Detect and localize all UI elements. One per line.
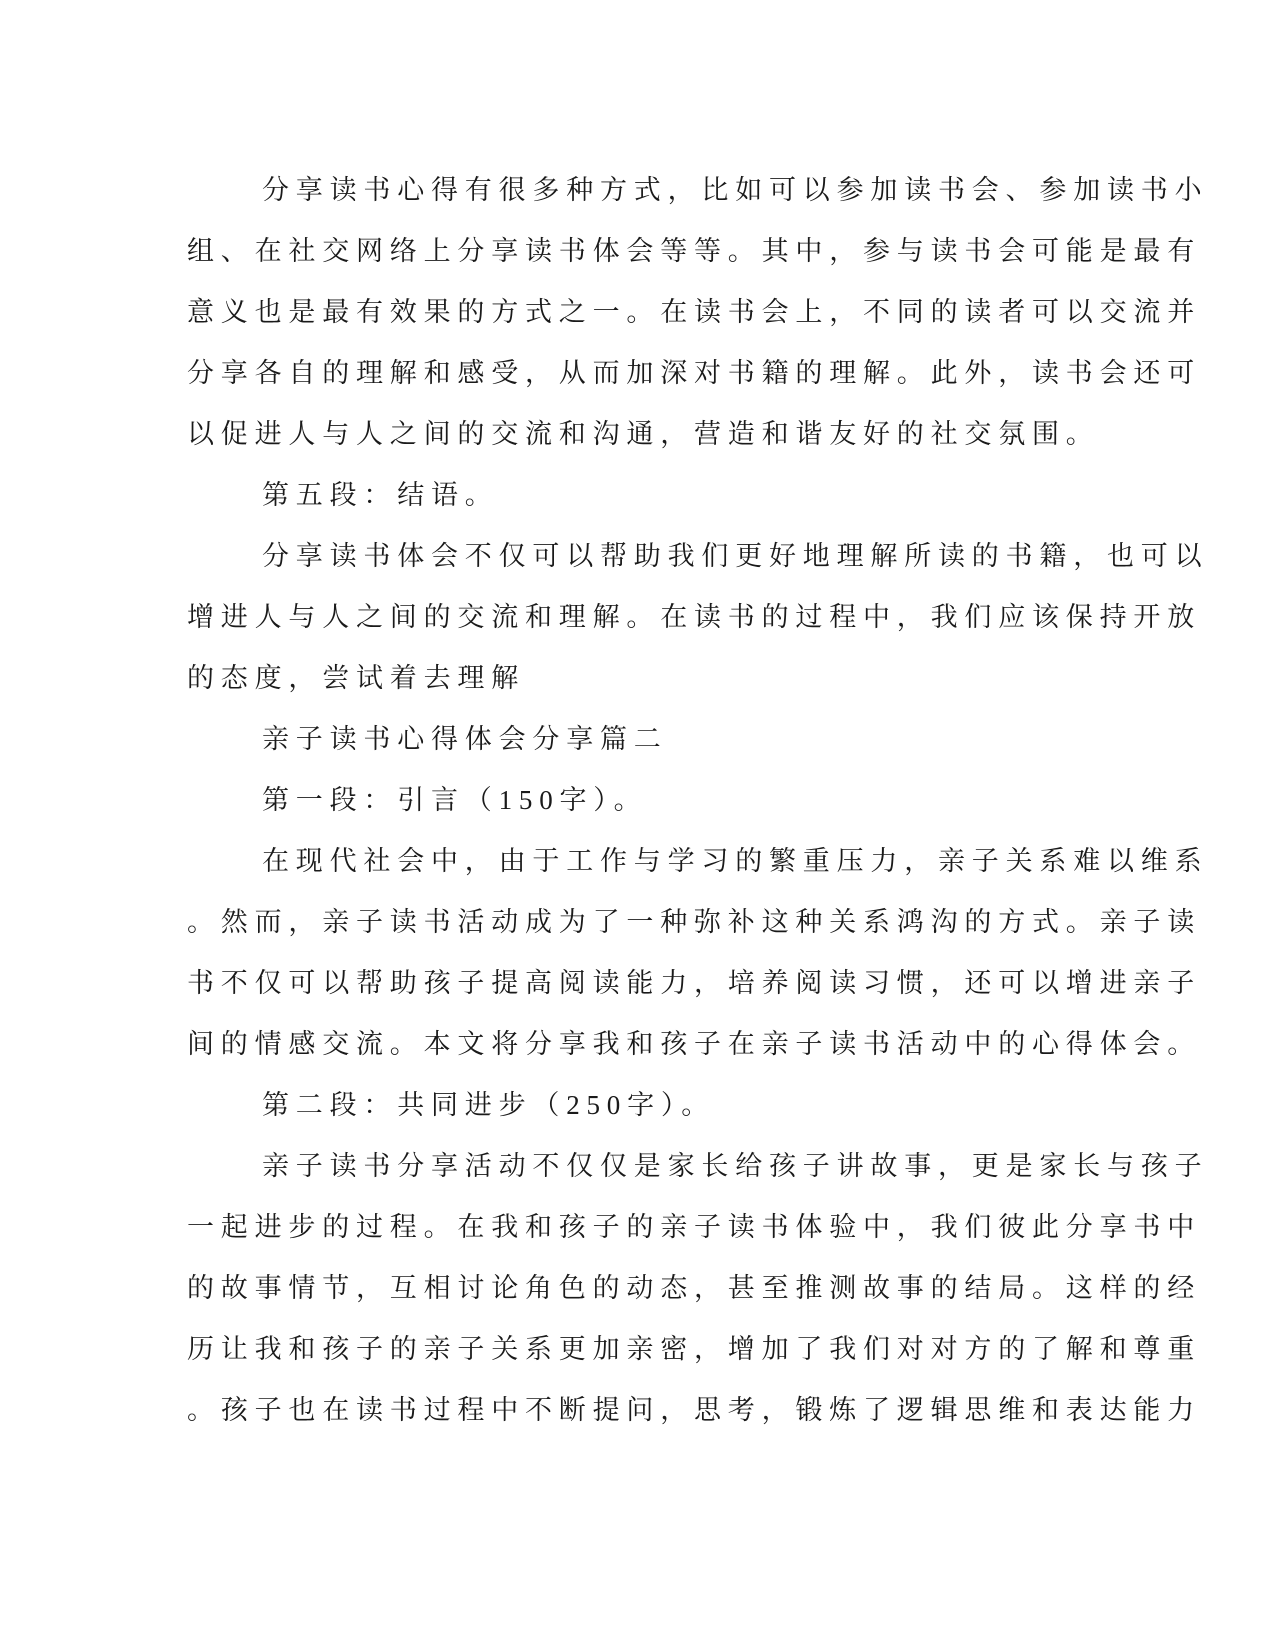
text-line: 的故事情节，互相讨论角色的动态，甚至推测故事的结局。这样的经 xyxy=(187,1273,1201,1303)
text-line: 分享读书心得有很多种方式，比如可以参加读书会、参加读书小 xyxy=(262,175,1209,205)
text-line: 分享各自的理解和感受，从而加深对书籍的理解。此外，读书会还可 xyxy=(187,358,1201,388)
text-line: 一起进步的过程。在我和孩子的亲子读书体验中，我们彼此分享书中 xyxy=(187,1212,1201,1242)
text-line: 亲子读书分享活动不仅仅是家长给孩子讲故事，更是家长与孩子 xyxy=(262,1151,1209,1181)
text-line: 组、在社交网络上分享读书体会等等。其中，参与读书会可能是最有 xyxy=(187,236,1201,266)
section-heading: 第五段：结语。 xyxy=(262,480,499,510)
text-line: 增进人与人之间的交流和理解。在读书的过程中，我们应该保持开放 xyxy=(187,602,1201,632)
section-heading: 第一段：引言（150字）。 xyxy=(262,785,648,815)
text-line: 历让我和孩子的亲子关系更加亲密，增加了我们对对方的了解和尊重 xyxy=(187,1334,1201,1364)
text-line: 在现代社会中，由于工作与学习的繁重压力，亲子关系难以维系 xyxy=(262,846,1209,876)
text-line: 以促进人与人之间的交流和沟通，营造和谐友好的社交氛围。 xyxy=(187,419,1100,449)
document-body xyxy=(187,160,1209,1441)
text-line: 。孩子也在读书过程中不断提问，思考，锻炼了逻辑思维和表达能力 xyxy=(187,1395,1201,1425)
text-line: 书不仅可以帮助孩子提高阅读能力，培养阅读习惯，还可以增进亲子 xyxy=(187,968,1201,998)
section-heading: 第二段：共同进步（250字）。 xyxy=(262,1090,715,1120)
text-line: 间的情感交流。本文将分享我和孩子在亲子读书活动中的心得体会。 xyxy=(187,1029,1201,1059)
text-line: 的态度，尝试着去理解 xyxy=(187,663,525,693)
text-line: 意义也是最有效果的方式之一。在读书会上，不同的读者可以交流并 xyxy=(187,297,1201,327)
article-title: 亲子读书心得体会分享篇二 xyxy=(262,724,668,754)
text-line: 分享读书体会不仅可以帮助我们更好地理解所读的书籍，也可以 xyxy=(262,541,1209,571)
text-line: 。然而，亲子读书活动成为了一种弥补这种关系鸿沟的方式。亲子读 xyxy=(187,907,1201,937)
